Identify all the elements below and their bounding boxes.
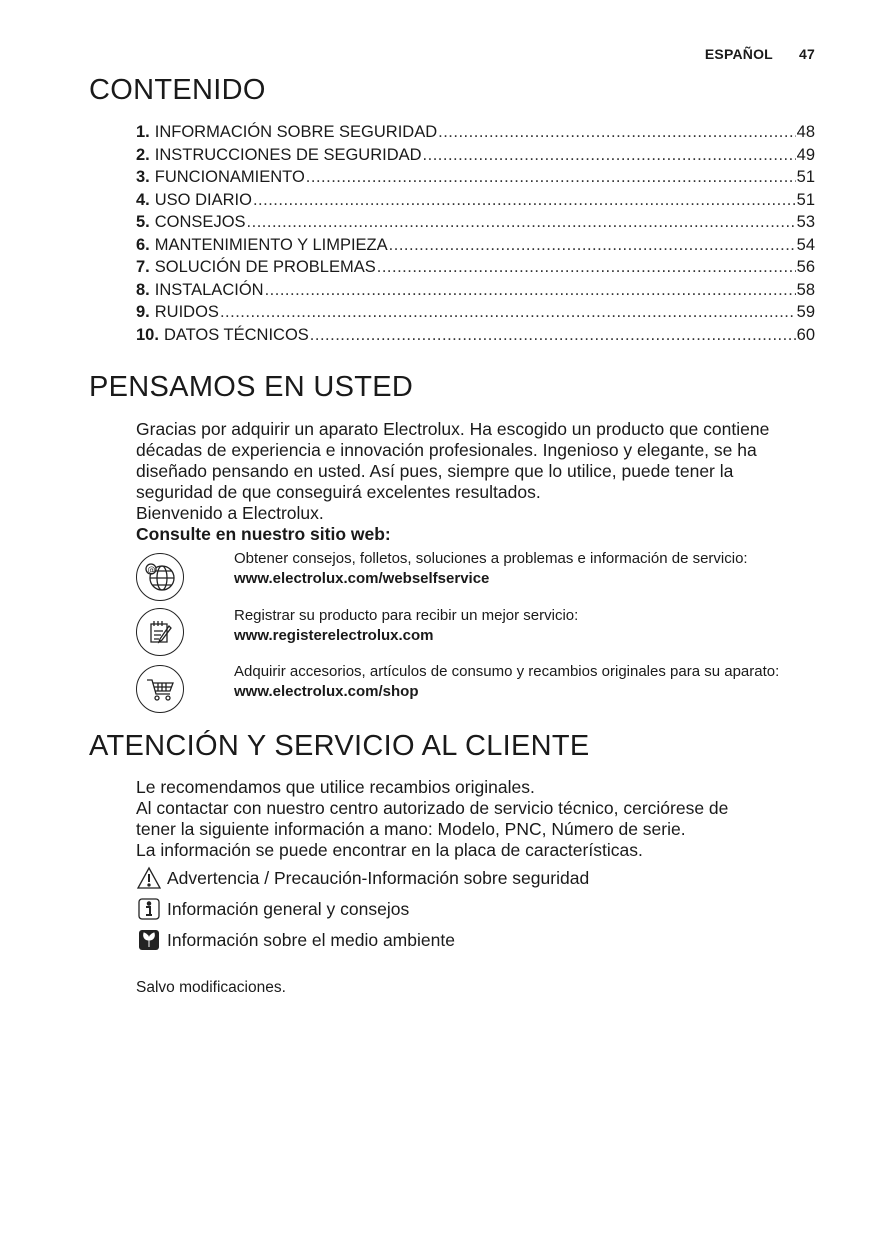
toc-item[interactable]: 1. INFORMACIÓN SOBRE SEGURIDAD ..... 48 bbox=[136, 121, 815, 144]
table-of-contents bbox=[136, 121, 815, 346]
thinking-body bbox=[136, 419, 826, 545]
paragraph-line: tener la siguiente información a mano: Modelo, PNC, Número de serie. bbox=[136, 819, 686, 839]
page-header bbox=[705, 46, 815, 62]
website-link[interactable]: www.electrolux.com/webselfservice bbox=[234, 570, 490, 587]
toc-item[interactable]: 4. USO DIARIO ..... 51 bbox=[136, 189, 815, 212]
service-title: ATENCIÓN Y SERVICIO AL CLIENTE bbox=[89, 730, 590, 762]
environment-icon bbox=[136, 928, 162, 952]
toc-item[interactable]: 9. RUIDOS ..... 59 bbox=[136, 301, 815, 324]
legend-label: Información general y consejos bbox=[167, 898, 410, 919]
paragraph-line: seguridad de que conseguirá excelentes resultados. bbox=[136, 482, 541, 502]
legend-item bbox=[136, 928, 455, 952]
legend-label: Advertencia / Precaución-Información sobre seguridad bbox=[167, 867, 590, 888]
info-icon bbox=[136, 897, 162, 921]
cart-icon bbox=[136, 665, 184, 713]
thinking-title: PENSAMOS EN USTED bbox=[89, 371, 414, 403]
toc-item[interactable]: 2. INSTRUCCIONES DE SEGURIDAD ..... 49 bbox=[136, 144, 815, 167]
toc-item[interactable]: 3. FUNCIONAMIENTO ..... 51 bbox=[136, 166, 815, 189]
language-label: ESPAÑOL bbox=[704, 46, 773, 62]
paragraph-line: Gracias por adquirir un aparato Electrolux. Ha escogido un producto que contiene bbox=[136, 419, 770, 439]
paragraph-line: décadas de experiencia e innovación profesionales. Ingenioso y elegante, se ha bbox=[136, 440, 757, 460]
paragraph-line: diseñado pensando en usted. Así pues, siempre que lo utilice, puede tener la bbox=[136, 461, 734, 481]
toc-item[interactable]: 8. INSTALACIÓN ..... 58 bbox=[136, 279, 815, 302]
web-link-text: Registrar su producto para recibir un mejor servicio: www.registerelectrolux.com bbox=[234, 606, 824, 646]
website-link[interactable]: www.registerelectrolux.com bbox=[234, 627, 434, 644]
legend-label: Información sobre el medio ambiente bbox=[167, 929, 455, 950]
service-body bbox=[136, 777, 826, 861]
toc-item[interactable]: 5. CONSEJOS ..... 53 bbox=[136, 211, 815, 234]
globe-icon bbox=[136, 553, 184, 601]
web-link-text: Adquirir accesorios, artículos de consumo y recambios originales para su aparato: www.electrolux.com/shop bbox=[234, 662, 794, 702]
footer-note: Salvo modificaciones. bbox=[136, 979, 286, 996]
toc-item[interactable]: 10. DATOS TÉCNICOS ..... 60 bbox=[136, 324, 815, 347]
contents-title: CONTENIDO bbox=[89, 74, 266, 106]
web-link-text: Obtener consejos, folletos, soluciones a problemas e información de servicio: www.electrolux.com/webselfservice bbox=[234, 549, 824, 589]
website-link[interactable]: www.electrolux.com/shop bbox=[234, 683, 419, 700]
page-number: 47 bbox=[799, 46, 815, 62]
toc-item[interactable]: 6. MANTENIMIENTO Y LIMPIEZA ..... 54 bbox=[136, 234, 815, 257]
paragraph-line: Bienvenido a Electrolux. bbox=[136, 503, 324, 523]
warning-icon bbox=[136, 866, 162, 890]
legend-item bbox=[136, 897, 409, 921]
paragraph-line: Al contactar con nuestro centro autorizado de servicio técnico, cerciórese de bbox=[136, 798, 729, 818]
toc-item[interactable]: 7. SOLUCIÓN DE PROBLEMAS ..... 56 bbox=[136, 256, 815, 279]
legend-item bbox=[136, 866, 589, 890]
register-icon bbox=[136, 608, 184, 656]
paragraph-line: La información se puede encontrar en la placa de características. bbox=[136, 840, 643, 860]
paragraph-line: Le recomendamos que utilice recambios originales. bbox=[136, 777, 535, 797]
website-heading: Consulte en nuestro sitio web: bbox=[136, 524, 391, 544]
svg-text:@: @ bbox=[147, 565, 156, 574]
